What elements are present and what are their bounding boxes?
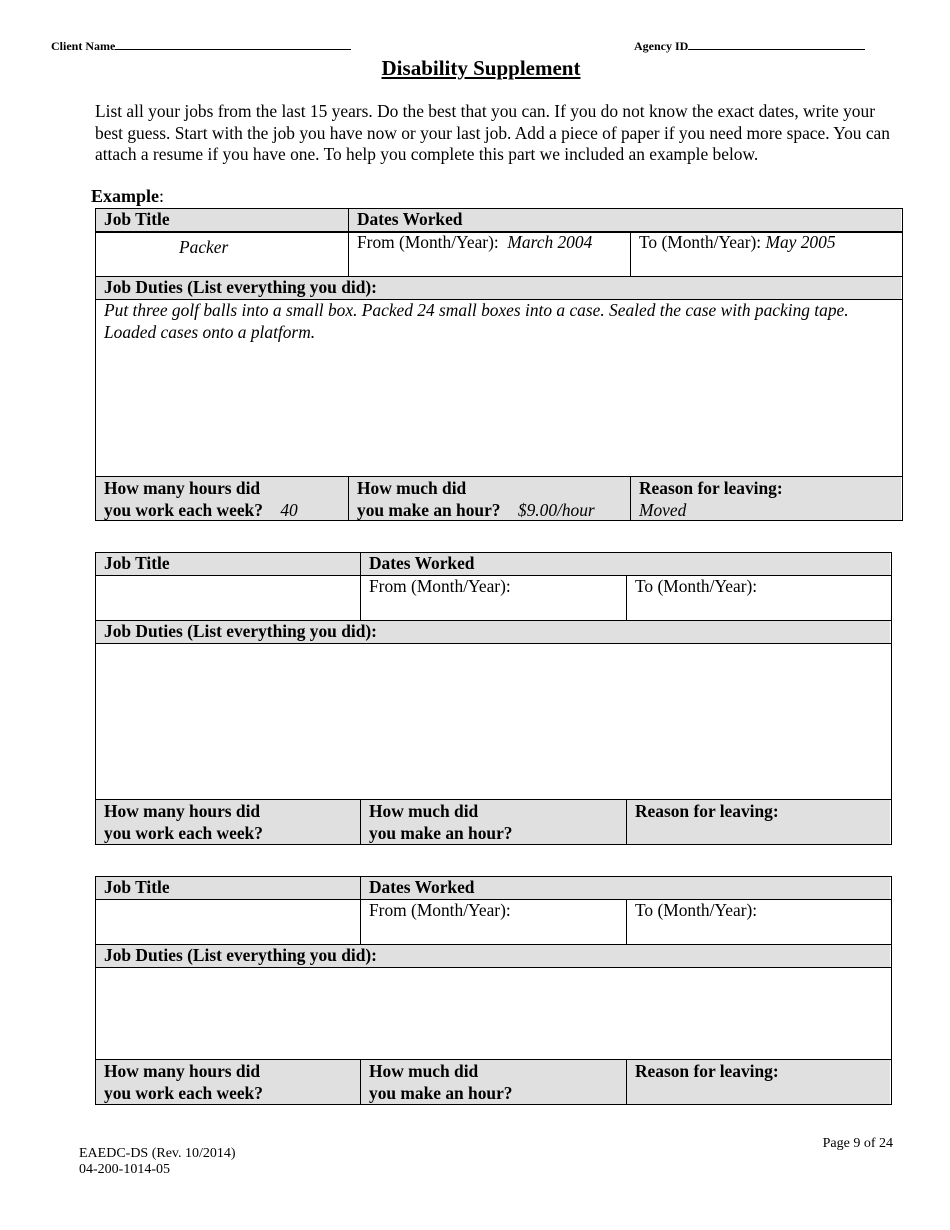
example-job-table [95,208,903,521]
example-to-field [631,232,836,254]
job-2-hours-label-2: you work each week? [104,1082,263,1103]
job-1-title-label: Job Title [104,553,170,573]
example-hours-label-1: How many hours did [104,478,261,498]
job-2-title-input[interactable] [96,900,360,944]
example-to-label: To (Month/Year): [639,232,762,252]
job-2-pay-label-1: How much did [369,1061,479,1081]
job-1-hours-input[interactable] [96,801,360,843]
example-duties-value: Put three golf balls into a small box. Packed 24 small boxes into a case. Sealed the case with packing tape. Loaded cases onto a platform. [104,300,849,342]
job-table-1 [95,552,892,845]
job-2-to-label: To (Month/Year): [635,900,758,920]
example-reason-value: Moved [639,499,687,520]
example-pay-label-2: you make an hour? [357,499,501,520]
example-hours-cell [96,478,298,521]
example-job-title-value: Packer [179,237,229,257]
job-1-duties-label: Job Duties (List everything you did): [104,621,377,641]
job-1-reason-label: Reason for leaving: [635,801,779,821]
form-number: 04-200-1014-05 [79,1162,170,1177]
job-2-from-label: From (Month/Year): [369,900,511,920]
job-2-pay-label-2: you make an hour? [369,1082,513,1103]
example-label [91,186,164,207]
job-2-from-input[interactable] [361,900,626,944]
page-title: Disability Supplement [381,56,581,80]
job-1-duties-input[interactable] [96,644,890,799]
agency-id-line[interactable] [688,38,865,50]
job-2-to-input[interactable] [627,900,890,944]
job-2-title-label: Job Title [104,877,170,897]
job-1-pay-label-1: How much did [369,801,479,821]
agency-id-field[interactable] [634,38,865,54]
example-from-label: From (Month/Year): [357,232,499,252]
form-revision: EAEDC-DS (Rev. 10/2014) [79,1146,236,1161]
example-reason-label: Reason for leaving: [639,478,783,498]
instructions: List all your jobs from the last 15 years. Do the best that you can. If you do not know the exact dates, write your best guess. Start with the job you have now or your last job. Add a piece of paper if you need more space. You can attach a resume if you have one. To help you complete this part we included an example below. [95,101,890,164]
job-2-pay-input[interactable] [361,1061,626,1103]
job-2-duties-label: Job Duties (List everything you did): [104,945,377,965]
job-2-duties-input[interactable] [96,968,890,1059]
job-2-dates-worked-label: Dates Worked [369,877,475,897]
example-pay-cell [349,478,595,521]
example-pay-label-1: How much did [357,478,467,498]
example-duties-label: Job Duties (List everything you did): [104,277,377,297]
example-header-row-bg [96,209,901,231]
agency-id-label: Agency ID [634,39,689,53]
example-job-title-label: Job Title [104,209,170,229]
job-2-reason-label: Reason for leaving: [635,1061,779,1081]
job-1-pay-input[interactable] [361,801,626,843]
example-hours-label-2: you work each week? [104,499,263,520]
job-1-pay-label-2: you make an hour? [369,822,513,843]
job-2-reason-input[interactable] [627,1061,890,1103]
job-1-to-label: To (Month/Year): [635,576,758,596]
example-hours-value: 40 [280,499,298,520]
form-identifier [79,1146,236,1178]
example-from-field [349,232,592,254]
job-1-title-input[interactable] [96,576,360,620]
job-1-hours-label-2: you work each week? [104,822,263,843]
job-table-2 [95,876,892,1105]
job-1-hours-label-1: How many hours did [104,801,261,821]
example-label-text: Example [91,186,160,206]
example-dates-worked-label: Dates Worked [357,209,463,229]
job-2-hours-label-1: How many hours did [104,1061,261,1081]
example-pay-value: $9.00/hour [517,499,595,520]
job-2-hours-input[interactable] [96,1061,360,1103]
job-1-from-input[interactable] [361,576,626,620]
client-name-label: Client Name [51,39,116,53]
client-name-line[interactable] [115,38,351,50]
job-1-from-label: From (Month/Year): [369,576,511,596]
example-from-value: March 2004 [507,232,593,252]
example-reason-cell [631,478,783,521]
example-to-value: May 2005 [765,232,836,252]
job-1-reason-input[interactable] [627,801,890,843]
example-label-colon: : [159,186,165,206]
job-1-dates-worked-label: Dates Worked [369,553,475,573]
client-name-field[interactable] [51,38,351,54]
job-1-to-input[interactable] [627,576,890,620]
page-number: Page 9 of 24 [822,1136,893,1151]
